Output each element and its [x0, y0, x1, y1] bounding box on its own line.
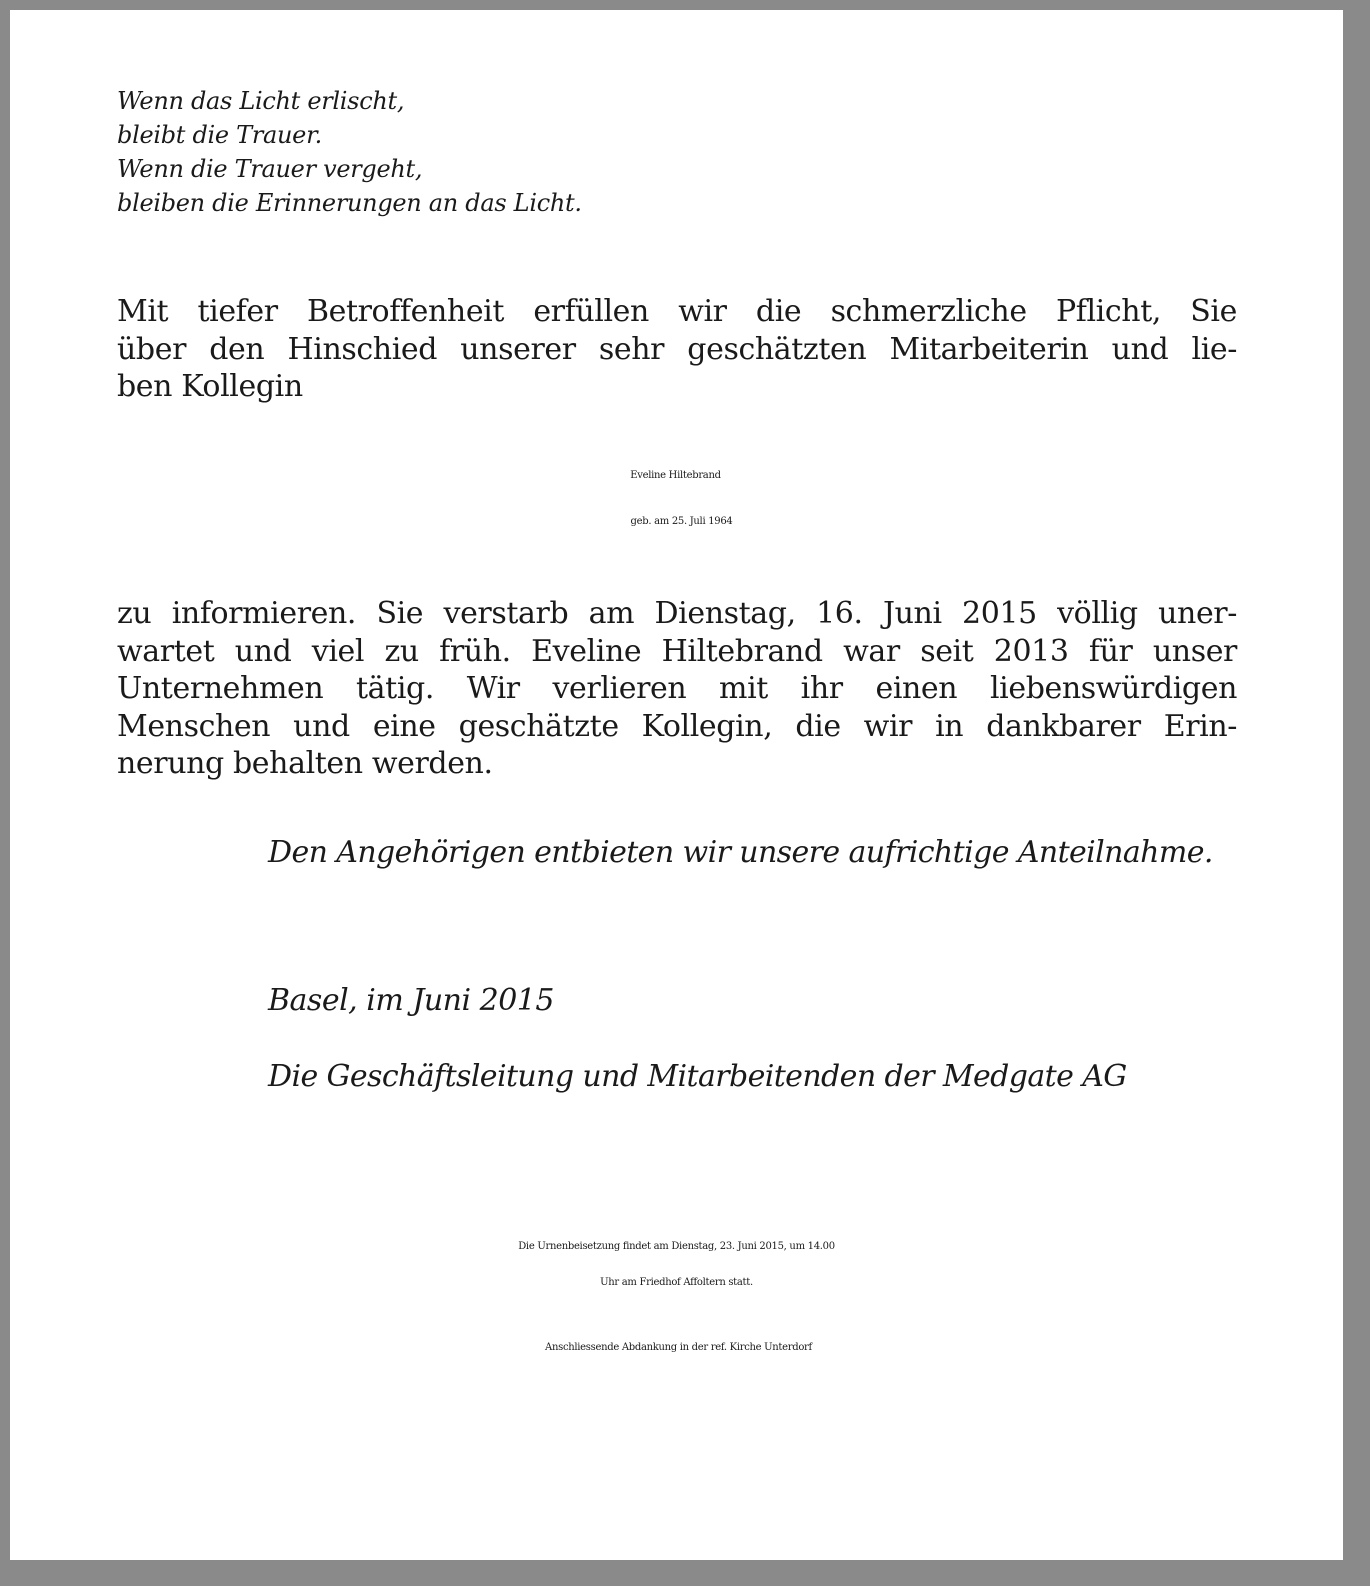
- body-line: nerung behalten werden.: [117, 746, 493, 781]
- intro-paragraph: [117, 293, 1237, 406]
- signature: Die Geschäftsleitung und Mitarbeitenden der Medgate AG: [268, 1059, 1127, 1094]
- poem: [117, 84, 582, 220]
- body-paragraph: [117, 595, 1237, 783]
- funeral-line: Die Urnenbeisetzung findet am Dienstag, 23. Juni 2015, um 14.00: [518, 1241, 835, 1252]
- place-date: Basel, im Juni 2015: [268, 983, 554, 1018]
- poem-line: Wenn das Licht erlischt,: [117, 87, 405, 115]
- intro-line: ben Kollegin: [117, 369, 303, 404]
- poem-line: bleibt die Trauer.: [117, 121, 322, 149]
- poem-line: Wenn die Trauer vergeht,: [117, 155, 423, 183]
- person-block: [10, 453, 1343, 545]
- intro-line: über den Hinschied unserer sehr geschätzten Mitarbeiterin und lie-: [117, 331, 1237, 367]
- funeral-line: Uhr am Friedhof Affoltern statt.: [600, 1277, 753, 1288]
- intro-line: Mit tiefer Betroffenheit erfüllen wir die schmerzliche Pflicht, Sie: [117, 294, 1237, 329]
- body-line: Menschen und eine geschätzte Kollegin, die wir in dankbarer Erin-: [117, 708, 1237, 744]
- document-page: [10, 10, 1343, 1560]
- body-line: zu informieren. Sie verstarb am Dienstag, 16. Juni 2015 völlig uner-: [117, 596, 1237, 631]
- body-line: wartet und viel zu früh. Eveline Hiltebrand war seit 2013 für unser: [117, 633, 1237, 669]
- funeral-notice: [10, 1229, 1343, 1301]
- service-notice: Anschliessende Abdankung in der ref. Kirche Unterdorf: [545, 1342, 812, 1353]
- body-line: Unternehmen tätig. Wir verlieren mit ihr einen liebenswürdigen: [117, 671, 1237, 706]
- person-birth-date: geb. am 25. Juli 1964: [630, 516, 733, 527]
- condolence-text: Den Angehörigen entbieten wir unsere aufrichtige Anteilnahme.: [268, 835, 1213, 870]
- person-name: Eveline Hiltebrand: [630, 470, 721, 481]
- poem-line: bleiben die Erinnerungen an das Licht.: [117, 189, 582, 217]
